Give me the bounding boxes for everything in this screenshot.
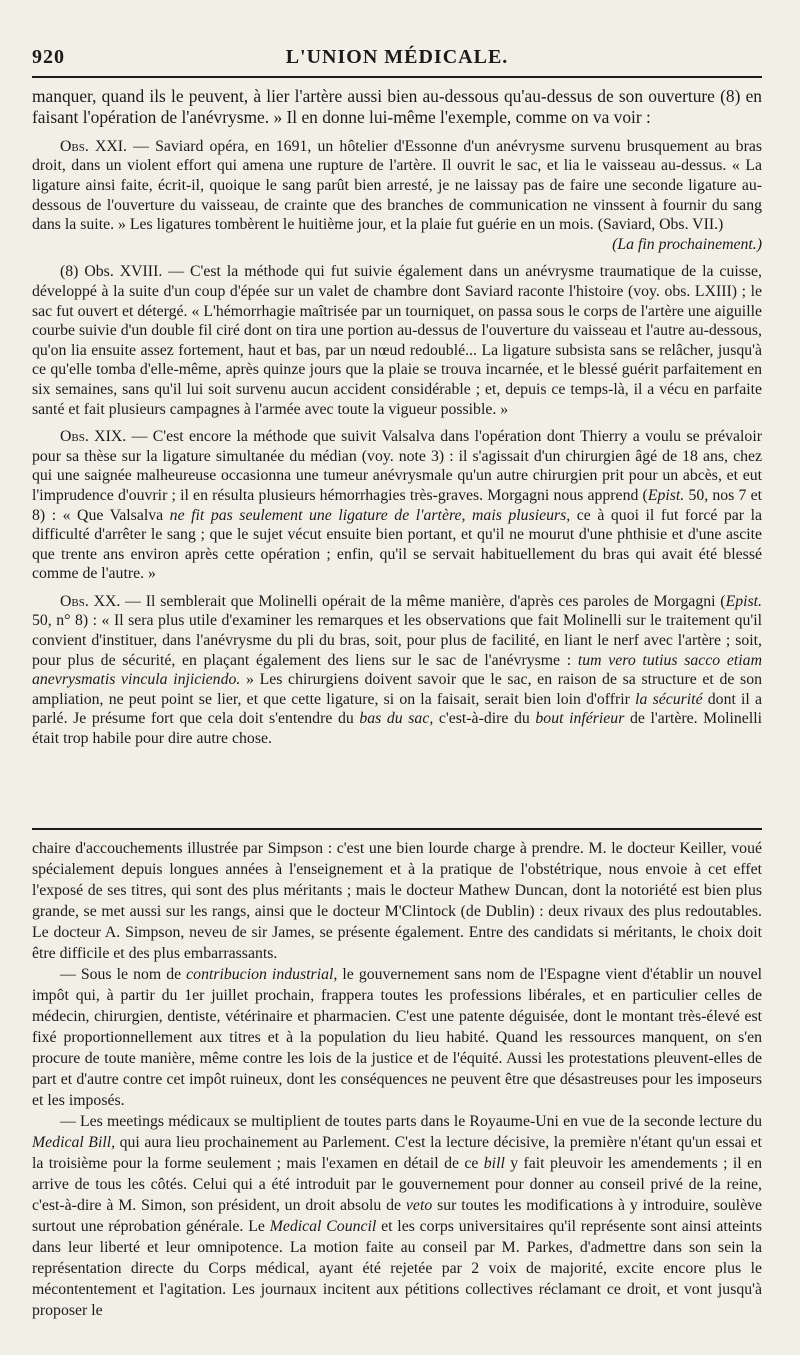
news-3-italic-3: veto: [405, 1197, 433, 1214]
news-2-text-a: — Sous le nom de: [60, 966, 187, 983]
news-3-text-b: qui aura lieu prochainement au Parlement. C'est la lecture décisive, la première n'étant qu'un essai et la troisième pour la forme seulement ; mais l'examen en détail de ce: [32, 1134, 762, 1172]
journal-title: L'UNION MÉDICALE.: [285, 46, 509, 68]
obs-20-label: Obs. XX.: [60, 592, 121, 610]
section-divider: [32, 828, 762, 830]
running-header: [32, 40, 762, 74]
news-3-italic-4: Medical Council: [269, 1218, 377, 1235]
obs-20-text-f: de l'artère. Molinelli était trop habile pour dire autre chose.: [32, 710, 762, 748]
obs-21-label: Obs. XXI.: [60, 137, 127, 155]
news-3-text-a: — Les meetings médicaux se multiplient de toutes parts dans le Royaume-Uni en vue de la seconde lecture du: [60, 1113, 762, 1130]
obs-20-italic-3: bout inférieur: [535, 710, 625, 728]
news-2-text-b: le gouvernement sans nom de l'Espagne vient d'établir un nouvel impôt qui, à partir du 1er juillet prochain, frappera toutes les professions libérales, et en particulier celles de médecin, chirurgien, dentiste, vétérinaire et pharmacien. C'est une patente déguisée, dont le montant très-élevé est fixé proportionnellement aux titres et à la population du lieu habité. Quand les ressources manquent, on s'en procure de toute manière, même contre les lois de la justice et de l'équité. Aussi les protestations pleuvent-elles de part et d'autre contre cet impôt ruineux, dont les conséquences ne peuvent être que désastreuses pour les imposeurs et les imposés.: [32, 966, 762, 1109]
obs-20-latin: tum vero tutius sacco etiam anevrysmatis vincula injiciendo.: [32, 651, 762, 689]
to-be-continued: (La fin prochainement.): [612, 235, 762, 253]
news-3-text-e: et les corps universitaires qu'il représente sont ainsi atteints dans leur liberté et leur omnipotence. La motion faite au conseil par M. Parkes, d'admettre dans son sein la représentation directe du Corps médical, ayant été rejetée par 2 voix de majorité, excite encore plus le mécontentement et l'agitation. Les journaux incitent aux pétitions collectives réclamant ce droit, et vont jusqu'à proposer le: [32, 1218, 762, 1319]
obs-19-ref: Epist.: [647, 486, 685, 504]
obs-19-text-a: — C'est encore la méthode que suivit Valsalva dans l'opération dont Thierry a voulu se prévaloir pour sa thèse sur la ligature simultanée du médian (voy. note 3) : il s'agissait d'un chirurgien âgé de 18 ans, chez qui une saignée malheureuse occasionna une tumeur anévrysmale qu'un autre chirurgien prit pour un abcès, et eut l'imprudence d'ouvrir ; il en résulta plusieurs hémorrhagies très-graves. Morgagni nous apprend (: [32, 428, 762, 504]
observation-19: [32, 427, 762, 584]
article-section: [32, 86, 762, 749]
news-paragraph-3: [32, 1111, 762, 1321]
obs-20-text-e: c'est-à-dire du: [433, 710, 536, 728]
article-lead-paragraph: manquer, quand ils le peuvent, à lier l'artère aussi bien au-dessous qu'au-dessus de son ouverture (8) en faisant l'opération de l'anévrysme. » Il en donne lui-même l'exemple, comme on va voir :: [32, 86, 762, 128]
obs-20-italic-2: bas du sac,: [359, 710, 434, 728]
news-section: [32, 838, 762, 1321]
obs-19-label: Obs. XIX.: [60, 428, 127, 446]
obs-20-text-d: dont il a parlé. Je présume fort que cela doit s'entendre du: [32, 690, 763, 728]
footnote-8-label: (8) Obs. XVIII.: [60, 263, 163, 281]
obs-19-text-b: 50, nos 7 et 8) : « Que Valsalva: [32, 486, 762, 524]
obs-20-italic-1: la sécurité: [635, 690, 703, 708]
obs-21-text: — Saviard opéra, en 1691, un hôtelier d'Essonne d'un anévrysme survenu brusquement au bras droit, dans un violent effort qui amena une rupture de l'artère. Il ouvrit le sac, et lia le vaisseau au-dessus. « La ligature ainsi faite, écrit-il, quoique le sang parût bien arresté, je ne laissay pas de faire une seconde ligature au-dessous de l'ouverture du vaisseau, de crainte que des branches de communication ne vinssent à fournir du sang dans la suite. » Les ligatures tombèrent le huitième jour, et la plaie fut guérie en un mois. (Saviard, Obs. VII.): [32, 137, 762, 234]
obs-20-ref: Epist.: [725, 592, 762, 610]
observation-21: [32, 137, 762, 255]
news-3-italic-2: bill: [483, 1155, 505, 1172]
news-3-text-d: sur toutes les modifications à y introduire, soulève surtout une réprobation générale. Le: [32, 1197, 762, 1235]
news-paragraph-2: [32, 964, 762, 1111]
news-2-italic: contribucion industrial,: [186, 966, 338, 983]
obs-19-text-c: ce à quoi il fut forcé par la difficulté d'arrêter le sang ; que le sujet vécut ensuite bien portant, et qu'il ne mourut d'une phthisie et d'une ascite que trente ans environ après cette opération ; enfin, qu'il se servait habituellement du bras qui avait été blessé comme de l'autre. »: [32, 506, 762, 583]
footnote-8-text: — C'est la méthode qui fut suivie également dans un anévrysme traumatique de la cuisse, développé à la suite d'un coup d'épée sur un valet de chambre dont Saviard raconte l'histoire (voy. obs. LXIII) ; le sac fut ouvert et détergé. « L'hémorrhagie maîtrisée par un tourniquet, on passa sous le corps de l'artère une aiguille courbe suivie d'un double fil ciré dont on tira une portion au-dessus de l'ouverture du vaisseau et l'autre au-dessous, qu'on lia ensuite assez fortement, haut et bas, par un nœud redoublé... La ligature subsista sans se relâcher, jusqu'à ce qu'elle tomba d'elle-même, après quinze jours que la plaie se trouva incarnée, et le blessé guérit parfaitement en six semaines, sans qu'il lui soit survenu aucun accident considérable ; et, depuis ce temps-là, il a vécu en parfaite santé et fait plusieurs campagnes à l'armée avec toute la vigueur possible. »: [32, 263, 762, 418]
page-number: 920: [32, 46, 65, 68]
news-paragraph-1: chaire d'accouchements illustrée par Simpson : c'est une bien lourde charge à prendre. M. le docteur Keiller, voué spécialement depuis longues années à l'enseignement et à la pratique de l'obstétrique, nous envoie à cet effet l'exposé de ses titres, qui sont des plus méritants ; mais le docteur Mathew Duncan, dont la notoriété est bien plus grande, se met aussi sur les rangs, ainsi que le docteur M'Clintock (de Dublin) : deux rivaux des plus redoutables. Le docteur A. Simpson, neveu de sir James, se présente également. Entre des candidats si méritants, le choix doit être difficile et des plus embarrassants.: [32, 840, 762, 962]
news-3-italic-1: Medical Bill,: [32, 1134, 116, 1151]
obs-20-text-a: — Il semblerait que Molinelli opérait de la même manière, d'après ces paroles de Morgagni (: [120, 592, 726, 610]
obs-19-italic: ne fit pas seulement une ligature de l'artère, mais plusieurs,: [169, 506, 571, 524]
obs-20-text-b: 50, n° 8) : « Il sera plus utile d'examiner les remarques et les observations que fait Molinelli sur le traitement qu'il convient d'instituer, dans l'anévrysme du pli du bras, soit, pour plus de facilité, en liant le nerf avec l'artère ; soit, pour plus de sécurité, en plaçant également des liens sur le sac de l'anévrysme :: [32, 612, 762, 669]
header-rule: [32, 76, 762, 78]
news-3-text-c: y fait pleuvoir les amendements ; il en arrive de tous les côtés. Celui qui a été introduit par le gouvernement pour donner au conseil privé de la reine, c'est-à-dire à M. Simon, son président, un droit absolu de: [32, 1155, 762, 1214]
footnote-8: [32, 262, 762, 419]
observation-20: [32, 592, 762, 749]
obs-20-text-c: » Les chirurgiens doivent savoir que le sac, en raison de sa structure et de son ampliation, ne peut point se lier, et que cette ligature, si on la faisait, serait bien loin d'offrir: [32, 671, 763, 708]
